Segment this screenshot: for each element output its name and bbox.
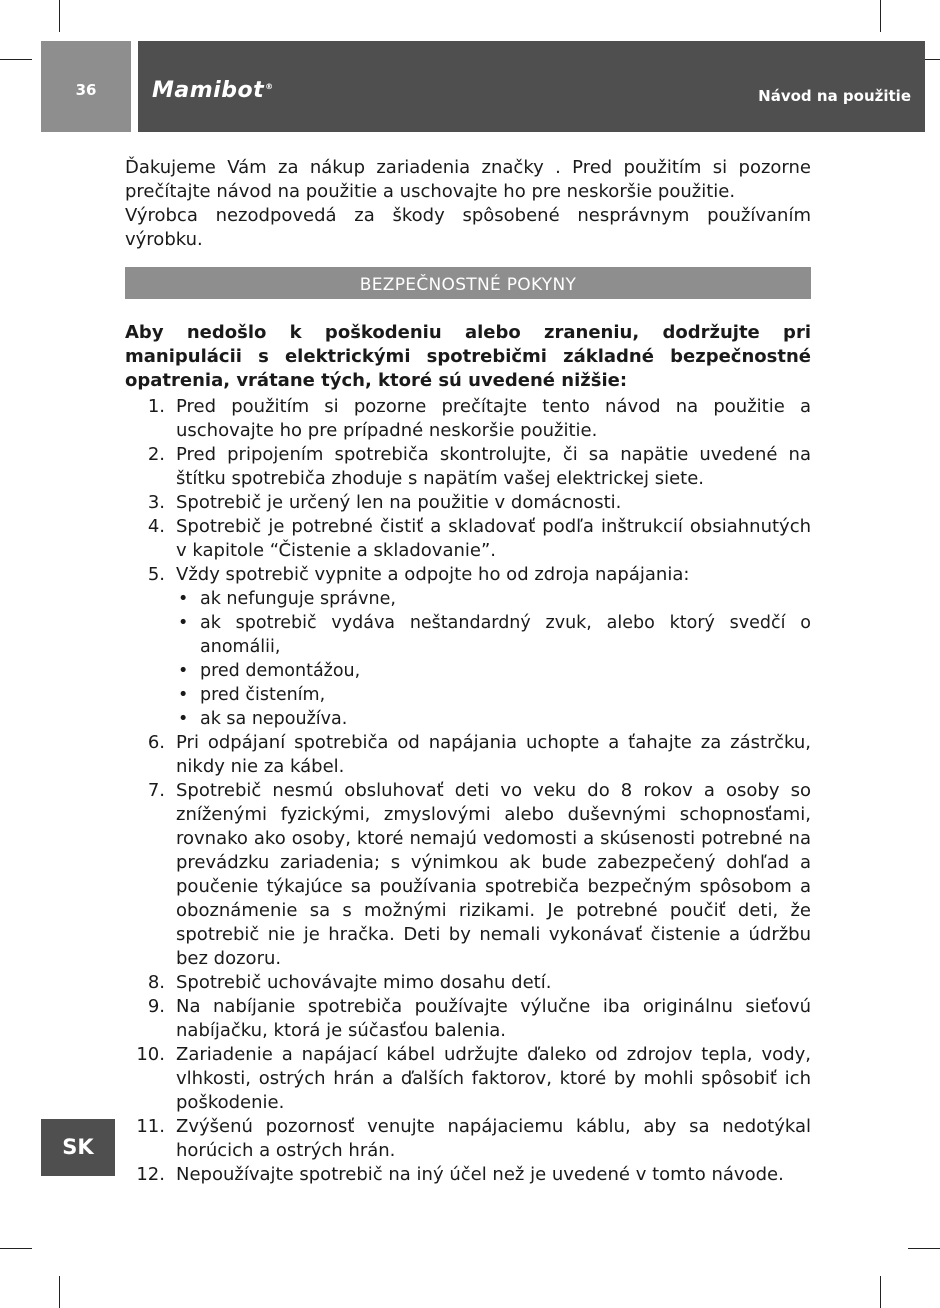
document-title: Návod na použitie	[758, 87, 911, 105]
rule-text: Nepoužívajte spotrebič na iný účel než je uvedené v tomto návode.	[176, 1164, 784, 1185]
header-bar	[138, 41, 925, 132]
rule-number: 5.	[147, 564, 165, 585]
crop-mark	[59, 1276, 60, 1308]
bullet-icon: •	[178, 661, 189, 681]
sublist-item	[176, 587, 811, 611]
bullet-icon: •	[178, 589, 189, 609]
sublist-text: pred demontážou,	[200, 661, 361, 681]
language-tab	[41, 1119, 115, 1176]
crop-mark	[0, 59, 32, 60]
rule-text: Na nabíjanie spotrebiča používajte výlučne iba originálnu sieťovú nabíjačku, ktorá je súčasťou balenia.	[176, 996, 811, 1041]
sublist-text: ak nefunguje správne,	[200, 589, 396, 609]
rule-number: 1.	[147, 396, 165, 417]
rule-text: Vždy spotrebič vypnite a odpojte ho od zdroja napájania:	[176, 564, 690, 585]
safety-rule	[125, 491, 811, 515]
rule-text: Spotrebič je určený len na použitie v domácnosti.	[176, 492, 622, 513]
bullet-icon: •	[178, 613, 189, 633]
rule-number: 10.	[136, 1044, 165, 1065]
rule-text: Pred pripojením spotrebiča skontrolujte, či sa napätie uvedené na štítku spotrebiča zhoduje s napätím vašej elektrickej siete.	[176, 444, 811, 489]
crop-mark	[908, 1248, 940, 1249]
safety-rule	[125, 563, 811, 731]
sublist-item	[176, 659, 811, 683]
rule-number: 9.	[147, 996, 165, 1017]
safety-rule	[125, 395, 811, 443]
rule-number: 4.	[147, 516, 165, 537]
crop-mark	[0, 1248, 32, 1249]
safety-rule	[125, 971, 811, 995]
rule-text: Pri odpájaní spotrebiča od napájania uchopte a ťahajte za zástrčku, nikdy nie za kábel.	[176, 732, 811, 777]
registered-mark: ®	[265, 81, 274, 91]
page-content	[125, 156, 811, 1187]
bullet-icon: •	[178, 685, 189, 705]
rule-number: 12.	[136, 1164, 165, 1185]
page-number: 36	[75, 81, 97, 99]
safety-rule	[125, 1043, 811, 1115]
rule-text: Spotrebič je potrebné čistiť a skladovať podľa inštrukcií obsiahnutých v kapitole “Čistenie a skladovanie”.	[176, 516, 811, 561]
rule-text: Spotrebič nesmú obsluhovať deti vo veku do 8 rokov a osoby so zníženými fyzickými, zmyslovými alebo duševnými schopnosťami, rovnako ako osoby, ktoré nemajú vedomosti a skúsenosti potrebné na prevádzku zariadenia; s výnimkou ak bude zabezpečený dohľad a poučenie týkajúce sa používania spotrebiča bezpečným spôsobom a oboznámenie sa s možnými rizikami. Je potrebné poučiť deti, že spotrebič nie je hračka. Deti by nemali vykonávať čistenie a údržbu bez dozoru.	[176, 780, 811, 969]
language-code: SK	[62, 1135, 94, 1159]
sublist-item	[176, 707, 811, 731]
rule-text: Zariadenie a napájací kábel udržujte ďaleko od zdrojov tepla, vody, vlhkosti, ostrých hrán a ďalších faktorov, ktoré by mohli spôsobiť ich poškodenie.	[176, 1044, 811, 1113]
rule-number: 8.	[147, 972, 165, 993]
rule-text: Pred použitím si pozorne prečítajte tento návod na použitie a uschovajte ho pre prípadné neskoršie použitie.	[176, 396, 811, 441]
rule-text: Spotrebič uchovávajte mimo dosahu detí.	[176, 972, 552, 993]
sublist-item	[176, 611, 811, 659]
crop-mark	[59, 0, 60, 32]
safety-rule	[125, 443, 811, 491]
sublist-item	[176, 683, 811, 707]
safety-rule	[125, 995, 811, 1043]
safety-rule	[125, 1115, 811, 1163]
sublist-text: pred čistením,	[200, 685, 326, 705]
crop-mark	[880, 1276, 881, 1308]
safety-lead: Aby nedošlo k poškodeniu alebo zraneniu, dodržujte pri manipulácii s elektrickými spotrebičmi základné bezpečnostné opatrenia, vrátane tých, ktoré sú uvedené nižšie:	[125, 322, 811, 391]
brand-name: Mamibot	[152, 78, 265, 103]
rule-number: 2.	[147, 444, 165, 465]
section-title: BEZPEČNOSTNÉ POKYNY	[359, 275, 577, 295]
sublist-text: ak sa nepoužíva.	[200, 709, 348, 729]
rule-text: Zvýšenú pozornosť venujte napájaciemu káblu, aby sa nedotýkal horúcich a ostrých hrán.	[176, 1116, 811, 1161]
intro-paragraph: Ďakujeme Vám za nákup zariadenia značky . Pred použitím si pozorne prečítajte návod na použitie a uschovajte ho pre neskoršie použitie.	[125, 157, 811, 202]
intro-disclaimer: Výrobca nezodpovedá za škody spôsobené nesprávnym používaním výrobku.	[125, 205, 811, 250]
bullet-icon: •	[178, 709, 189, 729]
section-header	[125, 267, 811, 299]
safety-rule	[125, 1163, 811, 1187]
brand-logo	[152, 78, 274, 103]
rule-sublist	[176, 587, 811, 731]
rule-number: 3.	[147, 492, 165, 513]
safety-rule	[125, 731, 811, 779]
safety-rules-list	[125, 395, 811, 1187]
rule-number: 7.	[147, 780, 165, 801]
safety-rule	[125, 779, 811, 971]
rule-number: 6.	[147, 732, 165, 753]
sublist-text: ak spotrebič vydáva neštandardný zvuk, alebo ktorý svedčí o anomálii,	[200, 613, 811, 657]
rule-number: 11.	[136, 1116, 165, 1137]
crop-mark	[880, 0, 881, 32]
page-number-box	[41, 41, 131, 132]
safety-rule	[125, 515, 811, 563]
